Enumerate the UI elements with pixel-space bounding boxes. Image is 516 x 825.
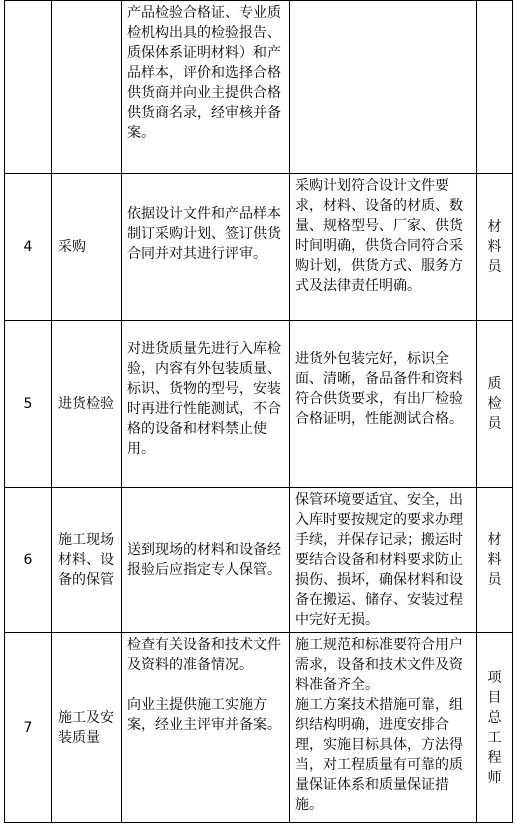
quality-standard: 采购计划符合设计文件要求，材料、设备的材质、数量、规格型号、厂家、供货时间明确，供货合同符合采购计划，供货方式、服务方式及法律责任明确。 [290, 174, 477, 321]
process-name: 采购 [52, 174, 122, 321]
quality-standard: 进货外包装完好，标识全面、清晰，备品备件和资料符合供货要求，有出厂检验合格证明，性能测试合格。 [290, 321, 477, 488]
row-number: 5 [5, 321, 52, 488]
table-row [5, 488, 513, 633]
quality-standard [290, 1, 477, 174]
control-requirement: 依据设计文件和产品样本制订采购计划、签订供货合同并对其进行评审。 [122, 174, 290, 321]
quality-control-table [4, 0, 513, 823]
row-number: 7 [5, 633, 52, 823]
responsible-person: 质检员 [477, 321, 513, 488]
control-requirement [122, 633, 290, 823]
process-name [52, 1, 122, 174]
row-number [5, 1, 52, 174]
requirement-paragraph: 向业主提供施工实施方案，经业主评审并备案。 [127, 697, 281, 733]
requirement-paragraph: 检查有关设备和技术文件及资料的准备情况。 [127, 637, 281, 673]
standard-paragraph: 施工规范和标准要符合用户需求，设备和技术文件及资料准备齐全。 [295, 637, 463, 693]
control-requirement: 送到现场的材料和设备经报验后应指定专人保管。 [122, 488, 290, 633]
quality-standard [290, 633, 477, 823]
control-requirement: 产品检验合格证、专业质检机构出具的检验报告、质保体系证明材料）和产品样本，评价和选择合格供货商并向业主提供合格供货商名录，经审核并备案。 [122, 1, 290, 174]
table-row [5, 1, 513, 174]
row-number: 4 [5, 174, 52, 321]
process-name: 进货检验 [52, 321, 122, 488]
process-name: 施工现场材料、设备的保管 [52, 488, 122, 633]
control-requirement: 对进货质量先进行入库检验，内容有外包装质量、标识、货物的型号，安装时再进行性能测试，不合格的设备和材料禁止使用。 [122, 321, 290, 488]
table-row [5, 633, 513, 823]
responsible-person: 材料员 [477, 488, 513, 633]
responsible-person: 材料员 [477, 174, 513, 321]
table-row [5, 321, 513, 488]
responsible-person: 项目总工程师 [477, 633, 513, 823]
table-row [5, 174, 513, 321]
row-number: 6 [5, 488, 52, 633]
process-name: 施工及安装质量 [52, 633, 122, 823]
standard-paragraph: 施工方案技术措施可靠，组织结构明确，进度安排合理，实施目标具体，方法得当，对工程质量有可靠的质量保证体系和质量保证措施。 [295, 697, 463, 813]
responsible-person [477, 1, 513, 174]
quality-standard: 保管环境要适宜、安全，出入库时要按规定的要求办理手续，并保存记录；搬运时要结合设备和材料要求防止损伤、损坏，确保材料和设备在搬运、储存、安装过程中完好无损。 [290, 488, 477, 633]
